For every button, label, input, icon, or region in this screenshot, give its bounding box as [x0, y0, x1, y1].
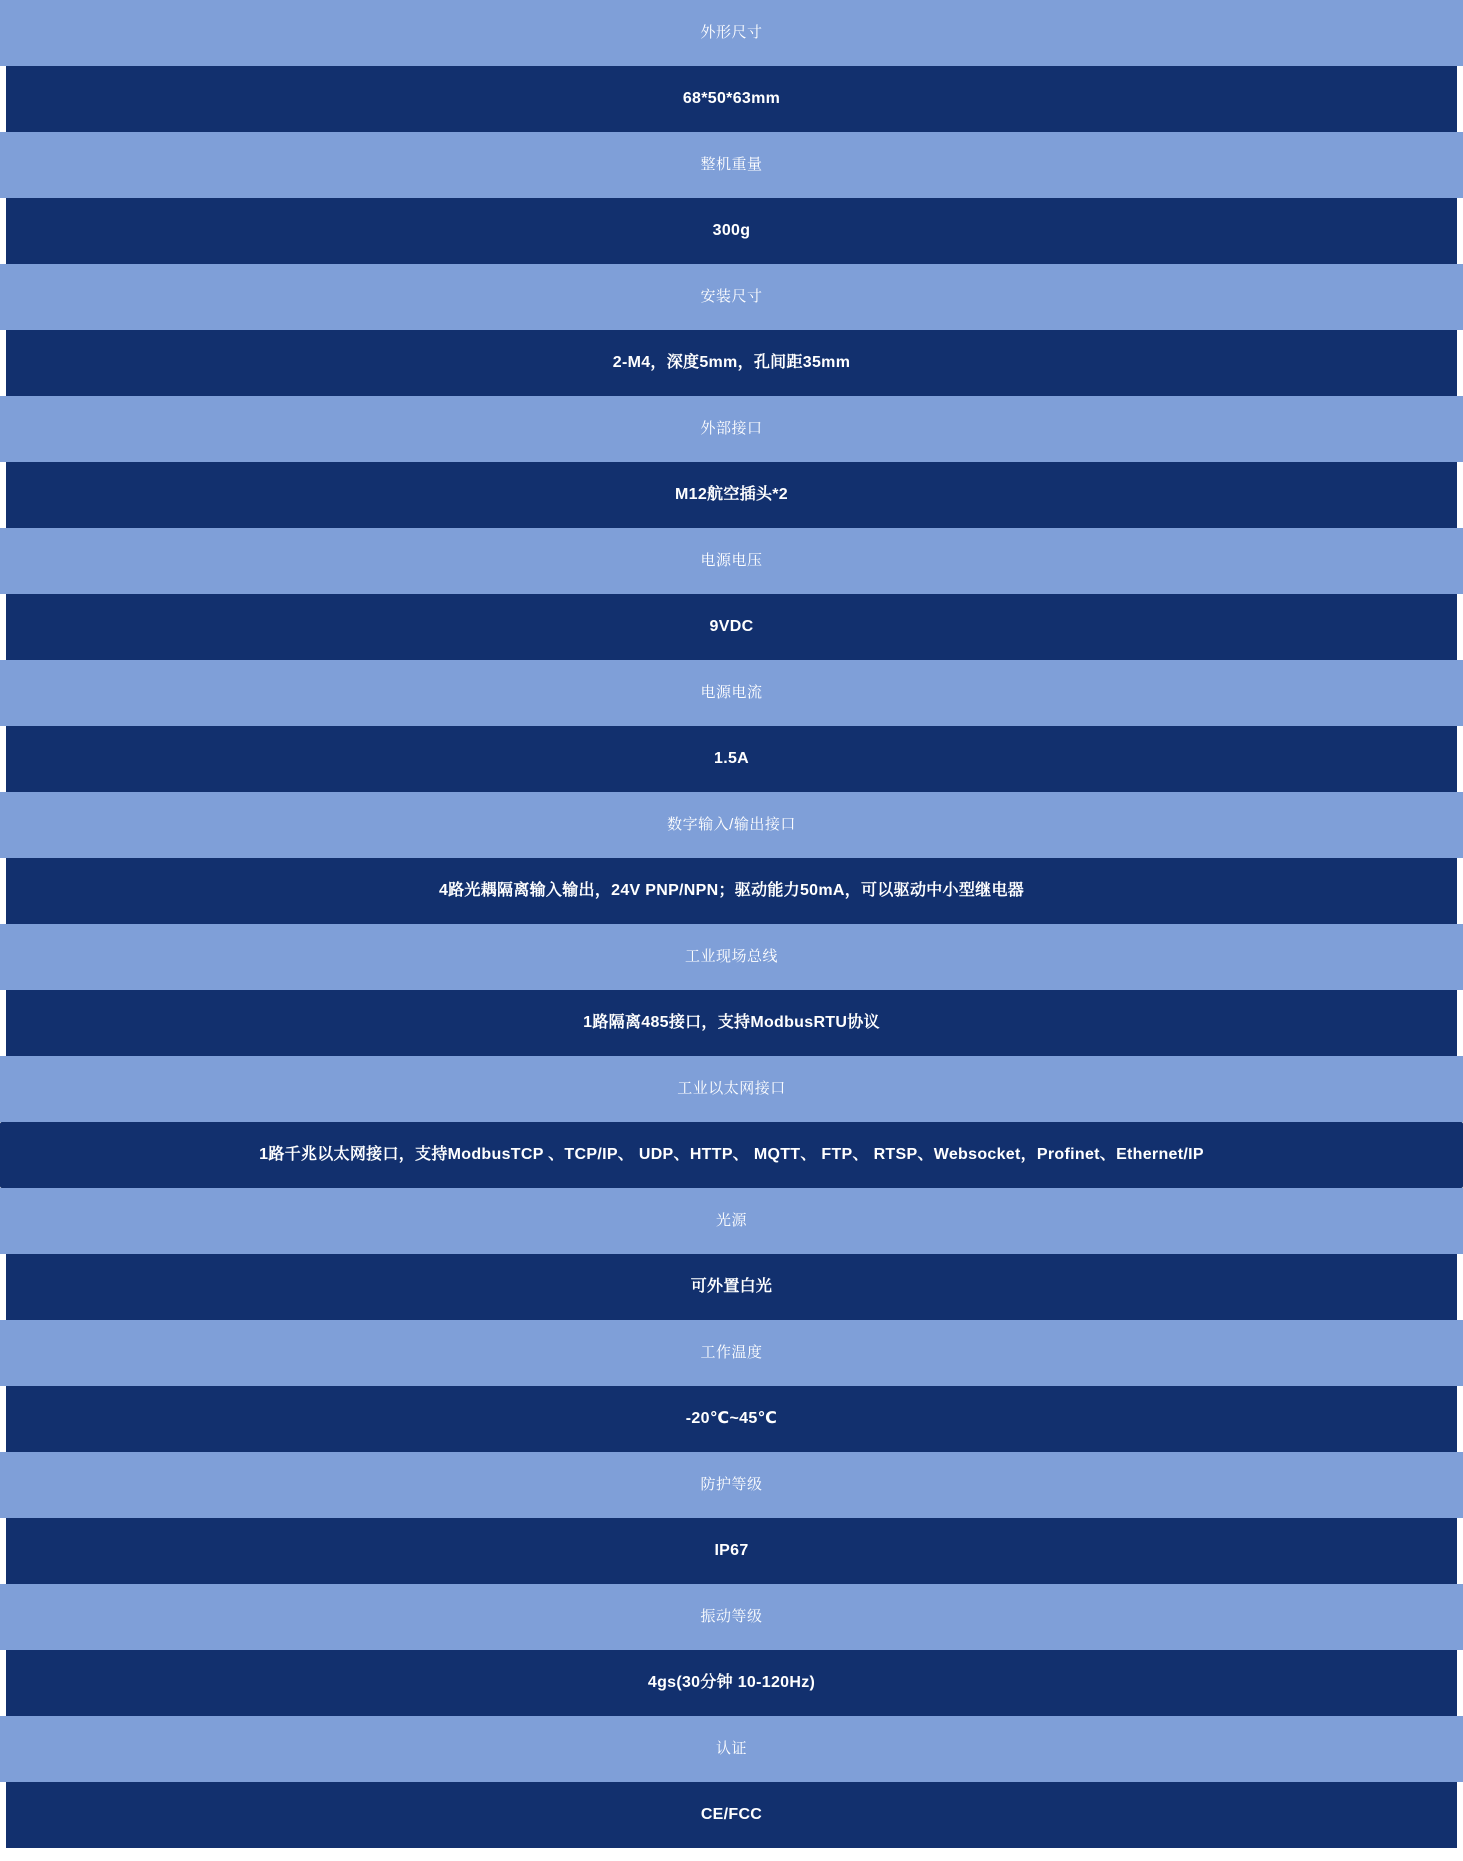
spec-label-text: 工作温度 — [700, 1344, 763, 1362]
spec-value-row — [0, 1122, 1463, 1188]
spec-label-text: 安装尺寸 — [700, 288, 763, 306]
spec-value-row — [0, 1386, 1463, 1452]
spec-label-text: 外形尺寸 — [700, 24, 763, 42]
spec-label-text: 电源电压 — [700, 552, 763, 570]
spec-label-text: 工业以太网接口 — [677, 1080, 786, 1098]
spec-label-row — [0, 792, 1463, 858]
spec-label-text: 振动等级 — [700, 1608, 763, 1626]
spec-value-text: 4gs(30分钟 10-120Hz) — [647, 1673, 816, 1691]
spec-value-text: 68*50*63mm — [682, 89, 781, 107]
spec-value-row — [0, 462, 1463, 528]
spec-label-row — [0, 1188, 1463, 1254]
spec-label-text: 工业现场总线 — [684, 948, 778, 966]
spec-value-text: 2-M4，深度5mm，孔间距35mm — [612, 353, 851, 371]
spec-value-text: 1路隔离485接口，支持ModbusRTU协议 — [583, 1013, 880, 1031]
spec-label-row — [0, 396, 1463, 462]
spec-label-row — [0, 264, 1463, 330]
spec-value-row — [0, 990, 1463, 1056]
spec-label-row — [0, 660, 1463, 726]
spec-value-row — [0, 66, 1463, 132]
spec-label-row — [0, 1716, 1463, 1782]
spec-value-text: M12航空插头*2 — [675, 485, 788, 503]
spec-label-text: 电源电流 — [700, 684, 763, 702]
spec-value-text: 1.5A — [714, 749, 749, 767]
spec-label-row — [0, 924, 1463, 990]
spec-label-text: 外部接口 — [700, 420, 763, 438]
spec-label-row — [0, 1584, 1463, 1650]
spec-value-text: -20℃~45℃ — [685, 1409, 778, 1427]
spec-value-row — [0, 858, 1463, 924]
spec-value-text: 4路光耦隔离输入输出，24V PNP/NPN；驱动能力50mA，可以驱动中小型继电器 — [438, 881, 1025, 899]
spec-label-text: 防护等级 — [700, 1476, 763, 1494]
spec-value-text: 300g — [712, 221, 751, 239]
spec-label-row — [0, 0, 1463, 66]
spec-value-row — [0, 330, 1463, 396]
spec-value-text: 可外置白光 — [690, 1277, 773, 1295]
spec-value-text: IP67 — [714, 1541, 749, 1559]
spec-label-row — [0, 1056, 1463, 1122]
spec-label-text: 数字输入/输出接口 — [667, 816, 796, 834]
spec-value-row — [0, 1782, 1463, 1848]
spec-label-text: 整机重量 — [700, 156, 763, 174]
spec-value-text: 1路千兆以太网接口，支持ModbusTCP 、TCP/IP、 UDP、HTTP、 MQTT、 FTP、 RTSP、Websocket，Profinet、Ethernet/IP — [259, 1145, 1204, 1163]
spec-value-row — [0, 726, 1463, 792]
spec-value-row — [0, 594, 1463, 660]
spec-value-row — [0, 198, 1463, 264]
spec-value-text: CE/FCC — [700, 1805, 763, 1823]
spec-label-row — [0, 132, 1463, 198]
spec-label-text: 认证 — [715, 1740, 747, 1758]
spec-value-text: 9VDC — [709, 617, 754, 635]
spec-value-row — [0, 1650, 1463, 1716]
spec-value-row — [0, 1518, 1463, 1584]
spec-label-text: 光源 — [715, 1212, 747, 1230]
spec-label-row — [0, 1452, 1463, 1518]
spec-label-row — [0, 1320, 1463, 1386]
spec-value-row — [0, 1254, 1463, 1320]
spec-label-row — [0, 528, 1463, 594]
